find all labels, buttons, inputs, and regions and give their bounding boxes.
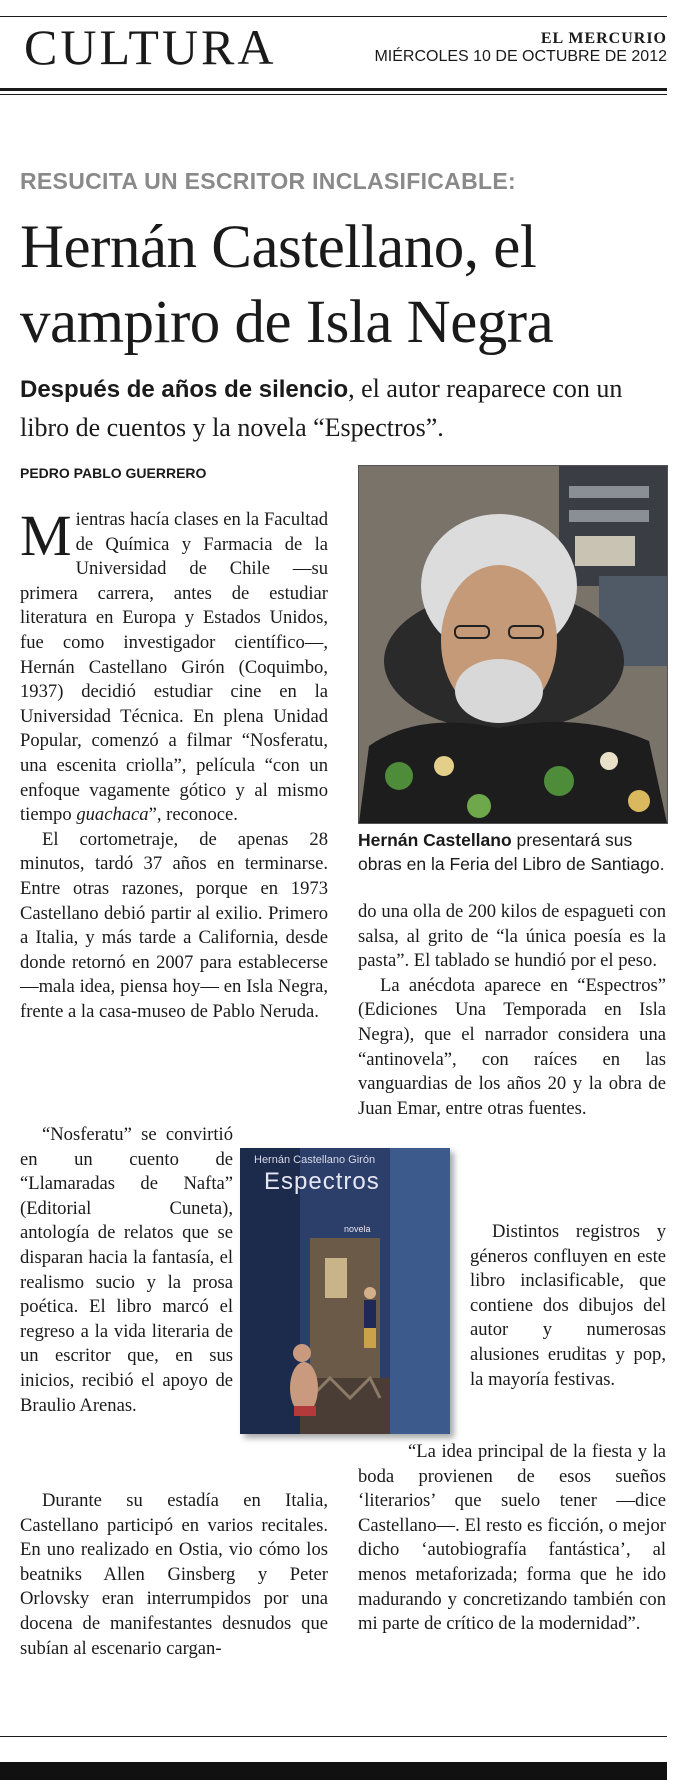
paragraph-4: Durante su estadía en Italia, Castellano participó en varios recitales. En uno realizado en Ostia, vio cómo los beatniks Allen Ginsberg y Peter Orlovsky eran interrumpidos por una docena de manifestantes desnudos que subían al escenario cargan-: [20, 1490, 328, 1659]
headline-line-2: vampiro de Isla Negra: [20, 289, 554, 356]
column-2-wrap: [470, 1220, 666, 1392]
paragraph-1: [20, 503, 328, 828]
paragraph-6-text: La anécdota aparece en “Espectros” (Ediciones Una Temporada en Isla Negra), que el narrador considera una “antinovela”, con raíces en las vanguardias de los años 20 y la obra de Juan Emar, entre otras fuentes.: [358, 974, 666, 1119]
column-2-bottom: [358, 1440, 666, 1637]
caption-rest: presentará sus obras en la Feria del Libro de Santiago.: [358, 830, 665, 874]
deck: [20, 370, 670, 447]
column-1-top: [20, 503, 328, 1024]
newspaper-name: EL MERCURIO: [540, 30, 667, 47]
top-thin-rule: [0, 16, 667, 17]
deck-bold: Después de años de silencio: [20, 376, 349, 403]
paragraph-3: “Nosferatu” se convirtió en un cuento de “Llamaradas de Nafta” (Editorial Cuneta), antología de relatos que se disparan hacia la fantasía, el realismo sucio y la prosa poética. El libro marcó el regreso a la vida literaria de un escritor que, en sus inicios, recibió el apoyo de Braulio Arenas.: [20, 1124, 233, 1416]
publication-date: MIÉRCOLES 10 DE OCTUBRE DE 2012: [374, 47, 667, 65]
header-thin-rule: [0, 94, 667, 95]
column-2-top: [358, 900, 666, 1121]
paragraph-8: “La idea principal de la fiesta y la boda provienen de esos sueños ‘literarios’ que suelo tener —dice Castellano—. El resto es ficción, o mejor dicho ‘autobiografía fantástica’, al menos metaforizada; forma que he ido madurando y concretizando también con mi parte de crítico de la modernidad”.: [358, 1441, 666, 1635]
kicker: RESUCITA UN ESCRITOR INCLASIFICABLE:: [20, 168, 516, 194]
paragraph-1-text: ientras hacía clases en la Facultad de Química y Farmacia de la Universidad de Chile —su primera carrera, antes de estudiar literatura en Europa y Estados Unidos, fue como investigador científico—, Hernán Castellano Girón (Coquimbo, 1937) decidió estudiar cine en la Universidad Técnica. En plena Unidad Popular, comenzó a filmar “Nosferatu, una escenita criolla”, película “con un enfoque vagamente gótico y al mismo tiempo: [20, 509, 328, 826]
paragraph-2: El cortometraje, de apenas 28 minutos, tardó 37 años en terminarse. Entre otras razones, porque en 1973 Castellano debió partir al exilio. Primero a Italia, y más tarde a California, desde donde retornó en 2007 para establecerse —mala idea, piensa hoy— en Isla Negra, frente a la casa-museo de Pablo Neruda.: [20, 828, 328, 1022]
section-title: CULTURA: [24, 19, 277, 75]
footer-rule: [0, 1736, 667, 1737]
cover-title: Espectros: [264, 1168, 380, 1195]
photo-caption: [358, 828, 670, 876]
author-portrait-illustration: [359, 466, 667, 823]
headline-line-1: Hernán Castellano, el: [20, 214, 537, 281]
paragraph-1-italic: guachaca: [76, 804, 149, 826]
paragraph-7: Distintos registros y géneros confluyen en este libro inclasificable, que contiene dos dibujos del autor y numerosas alusiones eruditas y pop, la mayoría festivas.: [470, 1221, 666, 1390]
book-cover: [240, 1148, 450, 1434]
cover-author: Hernán Castellano Girón: [254, 1154, 376, 1166]
author-photo: [358, 465, 668, 824]
deck-rest: , el autor reaparece con un libro de cuentos y la novela “Espectros”.: [20, 374, 623, 442]
bottom-bar: [0, 1762, 667, 1780]
masthead: [374, 30, 667, 65]
header-thick-rule: [0, 88, 667, 91]
paragraph-1-end: ”, reconoce.: [148, 804, 238, 826]
column-1-bottom: [20, 1489, 328, 1661]
byline: PEDRO PABLO GUERRERO: [20, 465, 207, 481]
caption-bold: Hernán Castellano: [358, 830, 512, 850]
drop-cap: M: [20, 503, 72, 568]
column-1-wrap: [20, 1123, 233, 1418]
paragraph-6: [358, 974, 666, 1122]
cover-subtitle: novela: [344, 1224, 371, 1234]
paragraph-5: do una olla de 200 kilos de espagueti con salsa, al grito de “la única poesía es la pasta”. El tablado se hundió por el peso.: [358, 901, 666, 972]
headline: [20, 210, 665, 360]
